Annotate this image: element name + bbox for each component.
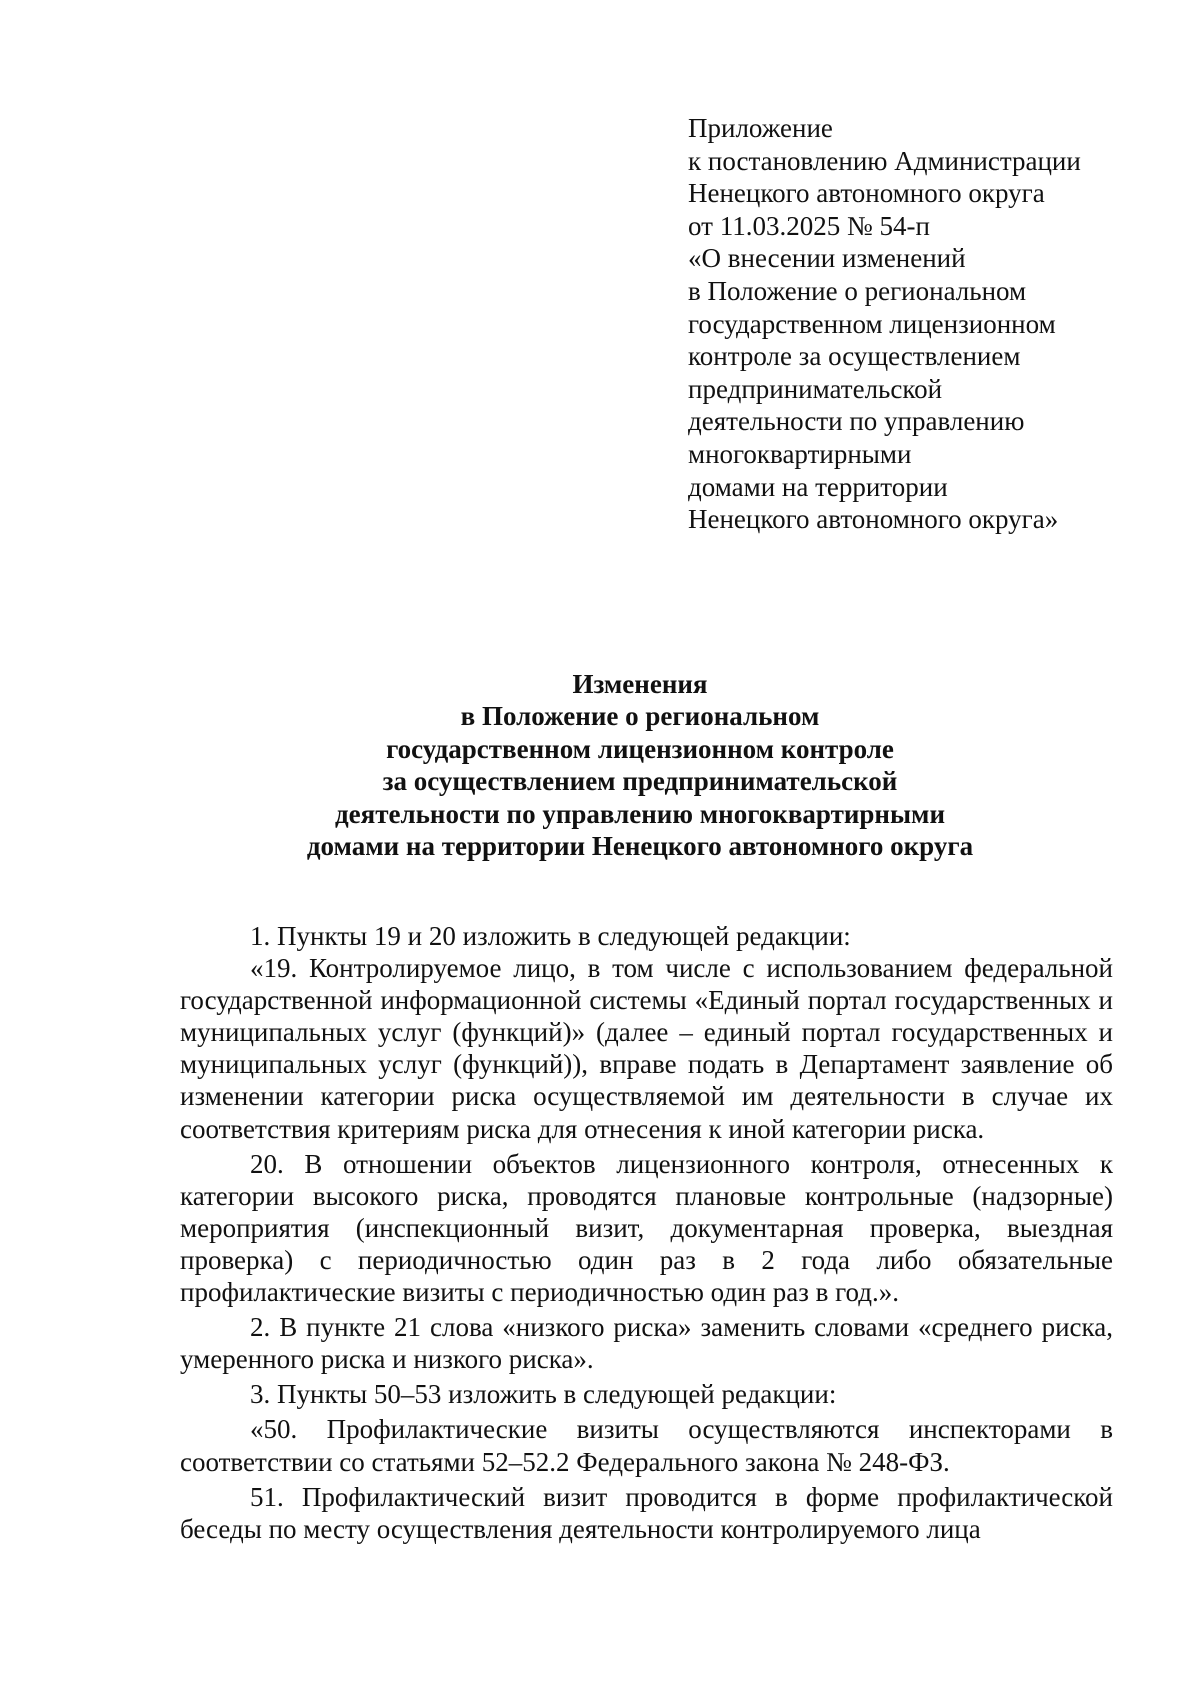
body-paragraph: 1. Пункты 19 и 20 изложить в следующей редакции: [250,921,851,951]
body-paragraph: 3. Пункты 50–53 изложить в следующей редакции: [250,1379,837,1410]
title-line: Изменения [572,669,708,699]
body-paragraph: 20. В отношении объектов лицензионного контроля, отнесенных к категории высокого риска, проводятся плановые контрольные (надзорные) мероприятия (инспекционный визит, документарная проверка, выездная проверка) с периодичностью один раз в 2 года либо обязательные профилактические визиты с периодичностью один раз в год.». [180,1148,1113,1308]
appendix-line: Ненецкого автономного округа [688,178,1045,209]
appendix-line: многоквартирными [688,438,912,469]
title-line: в Положение о региональном [460,701,820,732]
appendix-line: предпринимательской [688,373,943,404]
body-paragraph: «19. Контролируемое лицо, в том числе с использованием федеральной государственной информационной системы «Единый портал государственных и муниципальных услуг (функций)» (далее – единый портал государственных и муниципальных услуг (функций)), вправе подать в Департамент заявление об изменении категории риска осуществляемой им деятельности в случае их соответствия критериям риска для отнесения к иной категории риска. [180,953,1113,1144]
appendix-line: в Положение о региональном [688,275,1027,306]
body-paragraph: 51. Профилактический визит проводится в форме профилактической беседы по месту осуществления деятельности контролируемого лица [180,1481,1113,1544]
title-line: домами на территории Ненецкого автономного округа [306,831,974,862]
appendix-block [688,112,1168,536]
appendix-line: контроле за осуществлением [688,341,1021,372]
document-title [170,668,1110,862]
appendix-line: к постановлению Администрации [688,145,1081,176]
appendix-line: от 11.03.2025 № 54-п [688,210,930,241]
appendix-line: деятельности по управлению [688,406,1025,437]
title-line: за осуществлением предпринимательской [382,766,898,797]
body-paragraph: «50. Профилактические визиты осуществляются инспекторами в соответствии со статьями 52–52.2 Федерального закона № 248-ФЗ. [180,1414,1113,1477]
title-line: деятельности по управлению многоквартирными [334,798,946,829]
body-paragraph: 2. В пункте 21 слова «низкого риска» заменить словами «среднего риска, умеренного риска и низкого риска». [180,1312,1113,1375]
appendix-line: домами на территории [688,471,948,502]
document-body [180,920,1113,1545]
appendix-line: Приложение [688,113,833,143]
appendix-line: Ненецкого автономного округа» [688,504,1059,535]
appendix-line: государственном лицензионном [688,308,1056,339]
appendix-line: «О внесении изменений [688,243,966,274]
title-line: государственном лицензионном контроле [386,733,894,764]
